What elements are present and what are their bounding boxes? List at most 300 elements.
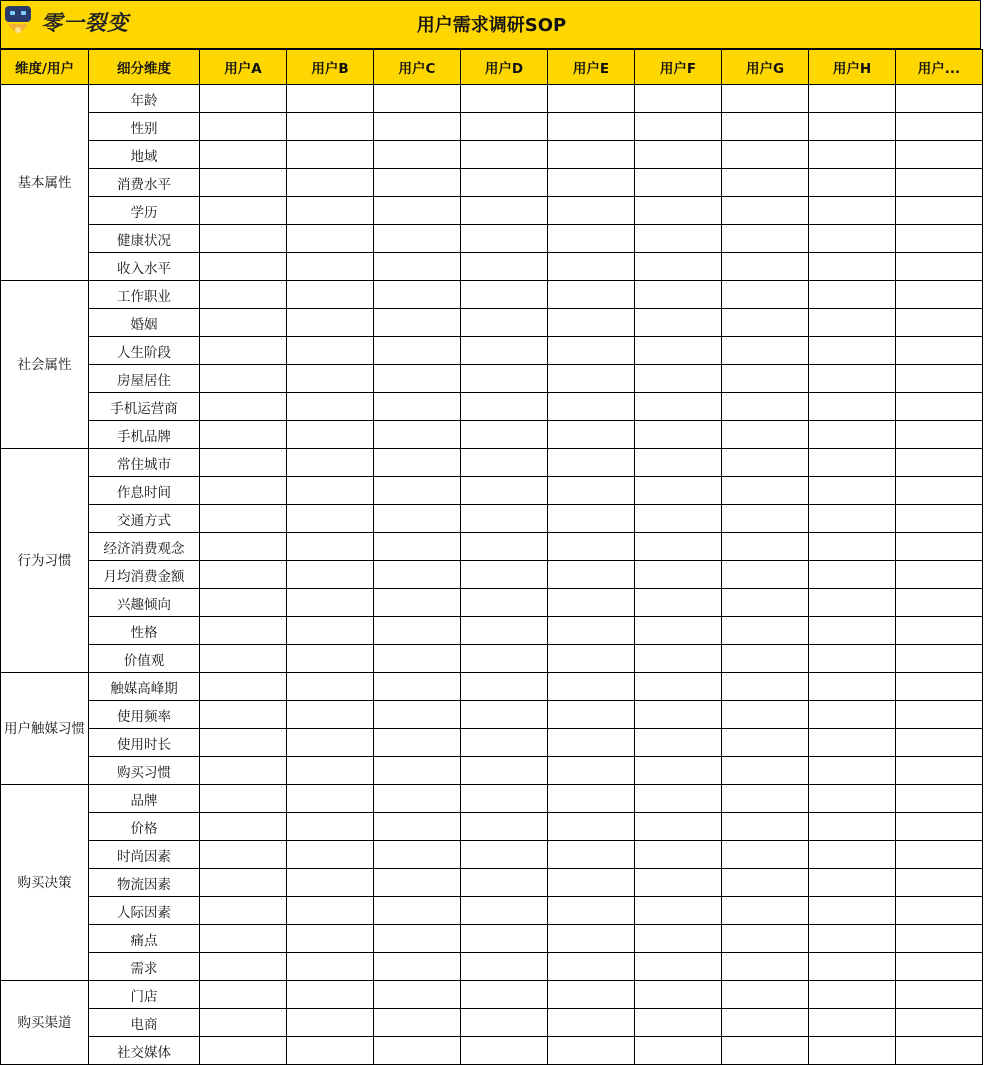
response-cell[interactable]	[548, 225, 635, 253]
response-cell[interactable]	[809, 701, 896, 729]
response-cell[interactable]	[200, 589, 287, 617]
response-cell[interactable]	[461, 729, 548, 757]
response-cell[interactable]	[896, 813, 983, 841]
response-cell[interactable]	[200, 505, 287, 533]
response-cell[interactable]	[461, 1009, 548, 1037]
response-cell[interactable]	[287, 169, 374, 197]
response-cell[interactable]	[635, 925, 722, 953]
response-cell[interactable]	[200, 449, 287, 477]
response-cell[interactable]	[635, 981, 722, 1009]
response-cell[interactable]	[896, 897, 983, 925]
response-cell[interactable]	[374, 701, 461, 729]
response-cell[interactable]	[722, 449, 809, 477]
response-cell[interactable]	[287, 953, 374, 981]
response-cell[interactable]	[200, 197, 287, 225]
response-cell[interactable]	[287, 673, 374, 701]
response-cell[interactable]	[722, 309, 809, 337]
response-cell[interactable]	[635, 421, 722, 449]
response-cell[interactable]	[461, 197, 548, 225]
response-cell[interactable]	[809, 421, 896, 449]
response-cell[interactable]	[287, 85, 374, 113]
response-cell[interactable]	[374, 673, 461, 701]
response-cell[interactable]	[287, 309, 374, 337]
response-cell[interactable]	[722, 477, 809, 505]
response-cell[interactable]	[548, 533, 635, 561]
response-cell[interactable]	[722, 169, 809, 197]
response-cell[interactable]	[722, 141, 809, 169]
response-cell[interactable]	[374, 925, 461, 953]
response-cell[interactable]	[200, 113, 287, 141]
response-cell[interactable]	[896, 197, 983, 225]
response-cell[interactable]	[374, 757, 461, 785]
response-cell[interactable]	[461, 561, 548, 589]
response-cell[interactable]	[287, 785, 374, 813]
response-cell[interactable]	[548, 813, 635, 841]
response-cell[interactable]	[635, 533, 722, 561]
response-cell[interactable]	[461, 701, 548, 729]
response-cell[interactable]	[374, 169, 461, 197]
response-cell[interactable]	[896, 477, 983, 505]
response-cell[interactable]	[896, 225, 983, 253]
response-cell[interactable]	[809, 141, 896, 169]
response-cell[interactable]	[374, 141, 461, 169]
response-cell[interactable]	[809, 365, 896, 393]
response-cell[interactable]	[722, 729, 809, 757]
response-cell[interactable]	[809, 477, 896, 505]
response-cell[interactable]	[374, 813, 461, 841]
response-cell[interactable]	[374, 645, 461, 673]
response-cell[interactable]	[809, 449, 896, 477]
response-cell[interactable]	[548, 897, 635, 925]
response-cell[interactable]	[461, 589, 548, 617]
response-cell[interactable]	[896, 421, 983, 449]
response-cell[interactable]	[461, 141, 548, 169]
response-cell[interactable]	[809, 197, 896, 225]
response-cell[interactable]	[635, 1009, 722, 1037]
response-cell[interactable]	[635, 309, 722, 337]
response-cell[interactable]	[287, 925, 374, 953]
response-cell[interactable]	[635, 561, 722, 589]
response-cell[interactable]	[896, 841, 983, 869]
response-cell[interactable]	[200, 673, 287, 701]
response-cell[interactable]	[200, 309, 287, 337]
response-cell[interactable]	[896, 141, 983, 169]
response-cell[interactable]	[287, 421, 374, 449]
response-cell[interactable]	[287, 589, 374, 617]
response-cell[interactable]	[722, 981, 809, 1009]
response-cell[interactable]	[374, 309, 461, 337]
response-cell[interactable]	[809, 113, 896, 141]
response-cell[interactable]	[287, 1009, 374, 1037]
response-cell[interactable]	[548, 869, 635, 897]
response-cell[interactable]	[896, 253, 983, 281]
response-cell[interactable]	[896, 169, 983, 197]
response-cell[interactable]	[374, 561, 461, 589]
response-cell[interactable]	[722, 421, 809, 449]
response-cell[interactable]	[809, 253, 896, 281]
response-cell[interactable]	[635, 813, 722, 841]
response-cell[interactable]	[200, 757, 287, 785]
response-cell[interactable]	[896, 869, 983, 897]
response-cell[interactable]	[200, 813, 287, 841]
response-cell[interactable]	[548, 477, 635, 505]
response-cell[interactable]	[635, 505, 722, 533]
response-cell[interactable]	[635, 589, 722, 617]
response-cell[interactable]	[287, 645, 374, 673]
response-cell[interactable]	[200, 533, 287, 561]
response-cell[interactable]	[548, 953, 635, 981]
response-cell[interactable]	[722, 673, 809, 701]
response-cell[interactable]	[374, 1009, 461, 1037]
response-cell[interactable]	[548, 925, 635, 953]
response-cell[interactable]	[461, 393, 548, 421]
response-cell[interactable]	[809, 169, 896, 197]
response-cell[interactable]	[722, 365, 809, 393]
response-cell[interactable]	[374, 841, 461, 869]
response-cell[interactable]	[374, 421, 461, 449]
response-cell[interactable]	[200, 365, 287, 393]
response-cell[interactable]	[200, 561, 287, 589]
response-cell[interactable]	[461, 981, 548, 1009]
response-cell[interactable]	[635, 617, 722, 645]
response-cell[interactable]	[461, 617, 548, 645]
response-cell[interactable]	[287, 505, 374, 533]
response-cell[interactable]	[200, 897, 287, 925]
response-cell[interactable]	[374, 113, 461, 141]
response-cell[interactable]	[635, 197, 722, 225]
response-cell[interactable]	[635, 701, 722, 729]
response-cell[interactable]	[287, 561, 374, 589]
response-cell[interactable]	[635, 141, 722, 169]
response-cell[interactable]	[722, 617, 809, 645]
response-cell[interactable]	[722, 897, 809, 925]
response-cell[interactable]	[374, 505, 461, 533]
response-cell[interactable]	[635, 449, 722, 477]
response-cell[interactable]	[722, 869, 809, 897]
response-cell[interactable]	[809, 393, 896, 421]
response-cell[interactable]	[287, 981, 374, 1009]
response-cell[interactable]	[722, 85, 809, 113]
response-cell[interactable]	[896, 757, 983, 785]
response-cell[interactable]	[635, 393, 722, 421]
response-cell[interactable]	[809, 309, 896, 337]
response-cell[interactable]	[548, 253, 635, 281]
response-cell[interactable]	[548, 309, 635, 337]
response-cell[interactable]	[548, 841, 635, 869]
response-cell[interactable]	[374, 1037, 461, 1065]
response-cell[interactable]	[461, 645, 548, 673]
response-cell[interactable]	[548, 617, 635, 645]
response-cell[interactable]	[635, 113, 722, 141]
response-cell[interactable]	[374, 477, 461, 505]
response-cell[interactable]	[722, 505, 809, 533]
response-cell[interactable]	[722, 953, 809, 981]
response-cell[interactable]	[548, 421, 635, 449]
response-cell[interactable]	[722, 393, 809, 421]
response-cell[interactable]	[461, 813, 548, 841]
response-cell[interactable]	[461, 897, 548, 925]
response-cell[interactable]	[548, 673, 635, 701]
response-cell[interactable]	[461, 309, 548, 337]
response-cell[interactable]	[374, 337, 461, 365]
response-cell[interactable]	[809, 281, 896, 309]
response-cell[interactable]	[461, 1037, 548, 1065]
response-cell[interactable]	[809, 225, 896, 253]
response-cell[interactable]	[809, 617, 896, 645]
response-cell[interactable]	[809, 785, 896, 813]
response-cell[interactable]	[809, 85, 896, 113]
response-cell[interactable]	[809, 505, 896, 533]
response-cell[interactable]	[287, 337, 374, 365]
response-cell[interactable]	[896, 1037, 983, 1065]
response-cell[interactable]	[809, 841, 896, 869]
response-cell[interactable]	[548, 1009, 635, 1037]
response-cell[interactable]	[374, 281, 461, 309]
response-cell[interactable]	[809, 757, 896, 785]
response-cell[interactable]	[809, 1009, 896, 1037]
response-cell[interactable]	[461, 253, 548, 281]
response-cell[interactable]	[896, 953, 983, 981]
response-cell[interactable]	[200, 925, 287, 953]
response-cell[interactable]	[200, 225, 287, 253]
response-cell[interactable]	[722, 701, 809, 729]
response-cell[interactable]	[200, 281, 287, 309]
response-cell[interactable]	[374, 589, 461, 617]
response-cell[interactable]	[461, 953, 548, 981]
response-cell[interactable]	[374, 365, 461, 393]
response-cell[interactable]	[635, 729, 722, 757]
response-cell[interactable]	[461, 841, 548, 869]
response-cell[interactable]	[809, 953, 896, 981]
response-cell[interactable]	[896, 365, 983, 393]
response-cell[interactable]	[809, 1037, 896, 1065]
response-cell[interactable]	[548, 1037, 635, 1065]
response-cell[interactable]	[548, 365, 635, 393]
response-cell[interactable]	[287, 533, 374, 561]
response-cell[interactable]	[374, 85, 461, 113]
response-cell[interactable]	[722, 757, 809, 785]
response-cell[interactable]	[461, 337, 548, 365]
response-cell[interactable]	[809, 813, 896, 841]
response-cell[interactable]	[461, 421, 548, 449]
response-cell[interactable]	[722, 197, 809, 225]
response-cell[interactable]	[809, 981, 896, 1009]
response-cell[interactable]	[809, 337, 896, 365]
response-cell[interactable]	[287, 281, 374, 309]
response-cell[interactable]	[896, 785, 983, 813]
response-cell[interactable]	[896, 589, 983, 617]
response-cell[interactable]	[722, 785, 809, 813]
response-cell[interactable]	[722, 337, 809, 365]
response-cell[interactable]	[896, 561, 983, 589]
response-cell[interactable]	[374, 197, 461, 225]
response-cell[interactable]	[896, 617, 983, 645]
response-cell[interactable]	[548, 757, 635, 785]
response-cell[interactable]	[722, 533, 809, 561]
response-cell[interactable]	[896, 729, 983, 757]
response-cell[interactable]	[635, 365, 722, 393]
response-cell[interactable]	[374, 953, 461, 981]
response-cell[interactable]	[461, 533, 548, 561]
response-cell[interactable]	[809, 729, 896, 757]
response-cell[interactable]	[722, 281, 809, 309]
response-cell[interactable]	[200, 141, 287, 169]
response-cell[interactable]	[896, 449, 983, 477]
response-cell[interactable]	[200, 869, 287, 897]
response-cell[interactable]	[548, 589, 635, 617]
response-cell[interactable]	[548, 197, 635, 225]
response-cell[interactable]	[287, 1037, 374, 1065]
response-cell[interactable]	[809, 533, 896, 561]
response-cell[interactable]	[200, 785, 287, 813]
response-cell[interactable]	[374, 449, 461, 477]
response-cell[interactable]	[722, 925, 809, 953]
response-cell[interactable]	[635, 841, 722, 869]
response-cell[interactable]	[374, 617, 461, 645]
response-cell[interactable]	[374, 897, 461, 925]
response-cell[interactable]	[896, 85, 983, 113]
response-cell[interactable]	[722, 561, 809, 589]
response-cell[interactable]	[635, 253, 722, 281]
response-cell[interactable]	[200, 393, 287, 421]
response-cell[interactable]	[287, 449, 374, 477]
response-cell[interactable]	[896, 645, 983, 673]
response-cell[interactable]	[722, 813, 809, 841]
response-cell[interactable]	[722, 225, 809, 253]
response-cell[interactable]	[287, 757, 374, 785]
response-cell[interactable]	[461, 449, 548, 477]
response-cell[interactable]	[287, 897, 374, 925]
response-cell[interactable]	[374, 785, 461, 813]
response-cell[interactable]	[374, 533, 461, 561]
response-cell[interactable]	[200, 1009, 287, 1037]
response-cell[interactable]	[287, 869, 374, 897]
response-cell[interactable]	[200, 953, 287, 981]
response-cell[interactable]	[635, 645, 722, 673]
response-cell[interactable]	[635, 169, 722, 197]
response-cell[interactable]	[461, 673, 548, 701]
response-cell[interactable]	[896, 309, 983, 337]
response-cell[interactable]	[635, 869, 722, 897]
response-cell[interactable]	[548, 701, 635, 729]
response-cell[interactable]	[200, 253, 287, 281]
response-cell[interactable]	[200, 645, 287, 673]
response-cell[interactable]	[635, 673, 722, 701]
response-cell[interactable]	[635, 953, 722, 981]
response-cell[interactable]	[287, 113, 374, 141]
response-cell[interactable]	[200, 729, 287, 757]
response-cell[interactable]	[548, 141, 635, 169]
response-cell[interactable]	[200, 85, 287, 113]
response-cell[interactable]	[548, 561, 635, 589]
response-cell[interactable]	[287, 253, 374, 281]
response-cell[interactable]	[896, 533, 983, 561]
response-cell[interactable]	[548, 785, 635, 813]
response-cell[interactable]	[287, 813, 374, 841]
response-cell[interactable]	[635, 225, 722, 253]
response-cell[interactable]	[461, 169, 548, 197]
response-cell[interactable]	[287, 617, 374, 645]
response-cell[interactable]	[461, 113, 548, 141]
response-cell[interactable]	[374, 225, 461, 253]
response-cell[interactable]	[635, 337, 722, 365]
response-cell[interactable]	[548, 449, 635, 477]
response-cell[interactable]	[461, 365, 548, 393]
response-cell[interactable]	[287, 729, 374, 757]
response-cell[interactable]	[896, 925, 983, 953]
response-cell[interactable]	[635, 477, 722, 505]
response-cell[interactable]	[548, 85, 635, 113]
response-cell[interactable]	[461, 281, 548, 309]
response-cell[interactable]	[548, 169, 635, 197]
response-cell[interactable]	[287, 701, 374, 729]
response-cell[interactable]	[809, 897, 896, 925]
response-cell[interactable]	[896, 505, 983, 533]
response-cell[interactable]	[896, 701, 983, 729]
response-cell[interactable]	[548, 505, 635, 533]
response-cell[interactable]	[635, 785, 722, 813]
response-cell[interactable]	[722, 113, 809, 141]
response-cell[interactable]	[896, 673, 983, 701]
response-cell[interactable]	[461, 757, 548, 785]
response-cell[interactable]	[635, 85, 722, 113]
response-cell[interactable]	[722, 253, 809, 281]
response-cell[interactable]	[722, 1009, 809, 1037]
response-cell[interactable]	[461, 225, 548, 253]
response-cell[interactable]	[200, 421, 287, 449]
response-cell[interactable]	[635, 281, 722, 309]
response-cell[interactable]	[896, 981, 983, 1009]
response-cell[interactable]	[200, 337, 287, 365]
response-cell[interactable]	[461, 85, 548, 113]
response-cell[interactable]	[461, 505, 548, 533]
response-cell[interactable]	[461, 925, 548, 953]
response-cell[interactable]	[809, 925, 896, 953]
response-cell[interactable]	[896, 281, 983, 309]
response-cell[interactable]	[635, 1037, 722, 1065]
response-cell[interactable]	[200, 1037, 287, 1065]
response-cell[interactable]	[200, 169, 287, 197]
response-cell[interactable]	[548, 729, 635, 757]
response-cell[interactable]	[809, 645, 896, 673]
response-cell[interactable]	[287, 365, 374, 393]
response-cell[interactable]	[200, 981, 287, 1009]
response-cell[interactable]	[896, 393, 983, 421]
response-cell[interactable]	[374, 393, 461, 421]
response-cell[interactable]	[461, 785, 548, 813]
response-cell[interactable]	[200, 701, 287, 729]
response-cell[interactable]	[548, 981, 635, 1009]
response-cell[interactable]	[548, 337, 635, 365]
response-cell[interactable]	[896, 337, 983, 365]
response-cell[interactable]	[374, 729, 461, 757]
response-cell[interactable]	[809, 673, 896, 701]
response-cell[interactable]	[809, 561, 896, 589]
response-cell[interactable]	[287, 225, 374, 253]
response-cell[interactable]	[548, 113, 635, 141]
response-cell[interactable]	[548, 281, 635, 309]
response-cell[interactable]	[722, 645, 809, 673]
response-cell[interactable]	[374, 981, 461, 1009]
response-cell[interactable]	[374, 253, 461, 281]
response-cell[interactable]	[287, 141, 374, 169]
response-cell[interactable]	[722, 841, 809, 869]
response-cell[interactable]	[200, 477, 287, 505]
response-cell[interactable]	[461, 477, 548, 505]
response-cell[interactable]	[896, 113, 983, 141]
response-cell[interactable]	[200, 617, 287, 645]
response-cell[interactable]	[722, 589, 809, 617]
